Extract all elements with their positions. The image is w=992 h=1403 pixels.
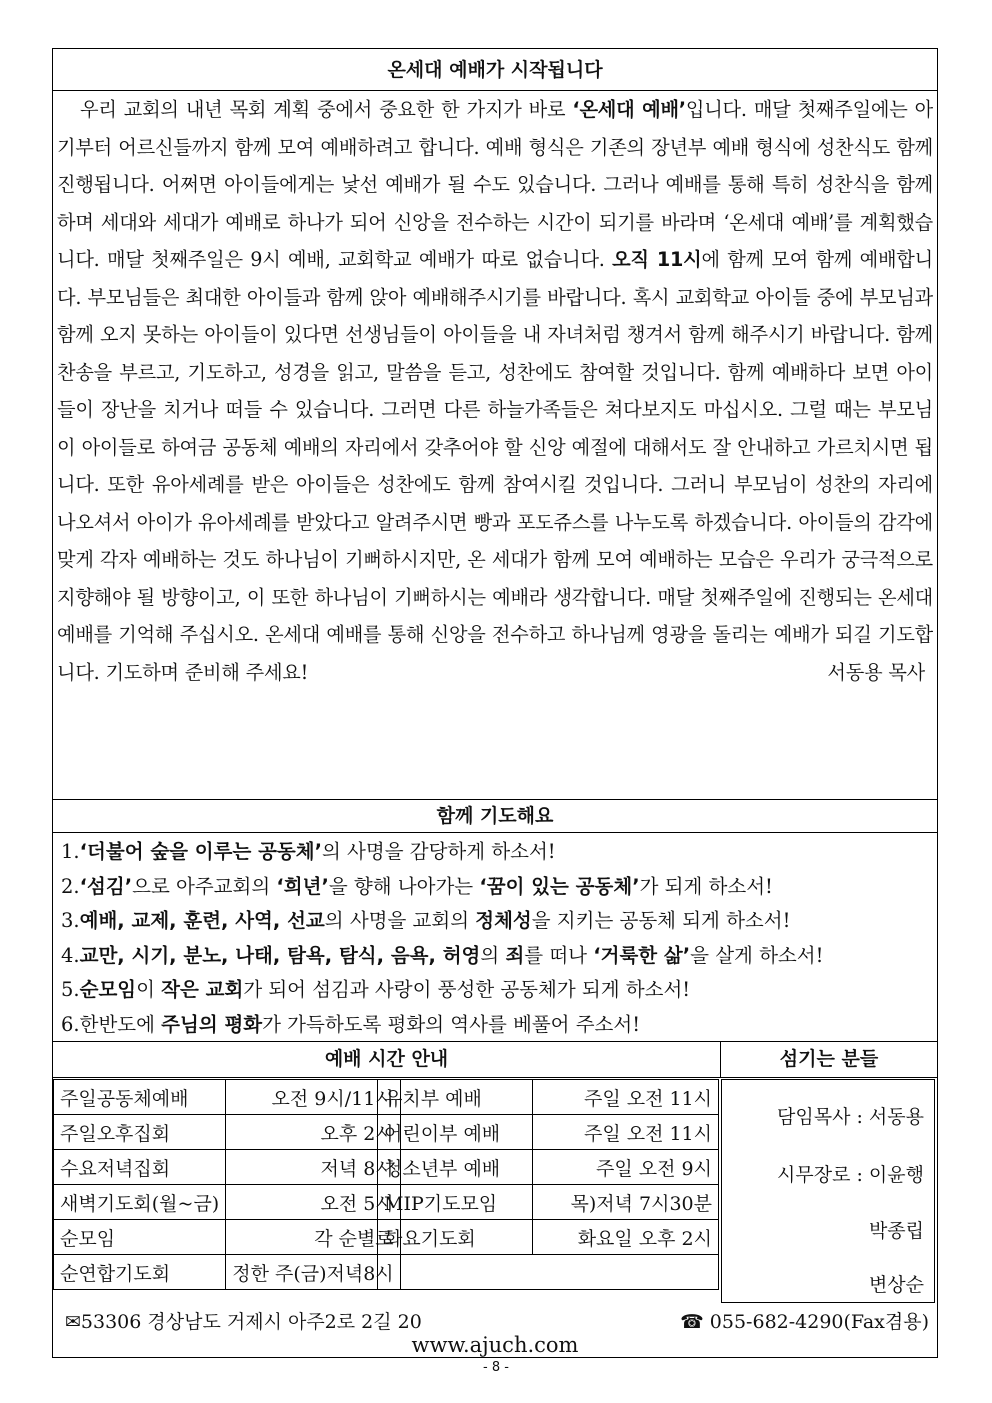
schedule-time: 오후 2시: [226, 1115, 400, 1150]
website-link[interactable]: www.ajuch.com: [411, 1333, 579, 1357]
schedule-time: 저녁 8시: [226, 1150, 400, 1185]
schedule-time: 주일 오전 11시: [533, 1080, 719, 1115]
schedule-row: [54, 1185, 401, 1220]
schedule-time: 정한 주(금)저녁8시: [226, 1255, 400, 1290]
phone-icon: ☎: [680, 1311, 710, 1333]
staff-box: [721, 1079, 935, 1303]
prayer-item-6: 6.한반도에 주님의 평화가 가득하도록 평화의 역사를 베풀어 주소서!: [61, 1012, 641, 1036]
divider: [53, 1077, 937, 1078]
schedule-time: 각 순별로: [226, 1220, 400, 1255]
schedule-name: 주일오후집회: [54, 1115, 226, 1150]
schedule-row: [54, 1255, 401, 1290]
schedule-row: [378, 1255, 719, 1290]
schedule-empty-cell: [378, 1255, 719, 1290]
article-text-3: 에 함께 모여 함께 예배합니다. 부모님들은 최대한 아이들과 함께 앉아 예배해주시기를 바랍니다. 혹시 교회학교 아이들 중에 부모님과 함께 오지 못하는 아이들이 있다면 선생님들이 아이들을 내 자녀처럼 챙겨서 함께 해주시기 바랍니다. 함께 찬송을 부르고, 기도하고, 성경을 읽고, 말씀을 듣고, 성찬에도 참여할 것입니다. 함께 예배하다 보면 아이들이 장난을 치거나 떠들 수 있습니다. 그러면 다른 하늘가족들은 쳐다보지도 마십시오. 그럴 때는 부모님이 아이들로 하여금 공동체 예배의 자리에서 갖추어야 할 신앙 예절에 대해서도 잘 안내하고 가르치시면 됩니다. 또한 유아세례를 받은 아이들은 성찬에도 함께 참여시킬 것입니다. 그러니 부모님이 성찬의 자리에 나오셔서 아이가 유아세례를 받았다고 알려주시면 빵과 포도쥬스를 나누도록 하겠습니다. 아이들의 감각에 맞게 각자 예배하는 것도 하나님이 기뻐하시지만, 온 세대가 함께 모여 예배하는 모습은 우리가 궁극적으로 지향해야 될 방향이고, 이 또한 하나님이 기뻐하시는 예배라 생각합니다. 매달 첫째주일에 진행되는 온세대 예배를 기억해 주십시오. 온세대 예배를 통해 신앙을 전수하고 하나님께 영광을 돌리는 예배가 되길 기도합니다. 기도하며 준비해 주세요!: [57, 248, 933, 684]
phone-text: 055-682-4290(Fax겸용): [709, 1311, 929, 1333]
schedule-name: 순모임: [54, 1220, 226, 1255]
schedule-row: [378, 1185, 719, 1220]
schedule-time: 목)저녁 7시30분: [533, 1185, 719, 1220]
schedule-row: [54, 1220, 401, 1255]
schedule-name: 주일공동체예배: [54, 1080, 226, 1115]
bulletin-page: [52, 48, 938, 1358]
address-text: 53306 경상남도 거제시 아주2로 2길 20: [80, 1311, 422, 1333]
article-text-2: 입니다. 매달 첫째주일에는 아기부터 어르신들까지 함께 모여 예배하려고 합니다. 예배 형식은 기존의 장년부 예배 형식에 성찬식도 함께 진행됩니다. 어쩌면 아이들에게는 낯선 예배가 될 수도 있습니다. 그러나 예배를 통해 특히 성찬식을 함께 하며 세대와 세대가 예배로 하나가 되어 신앙을 전수하는 시간이 되기를 바라며 ‘온세대 예배’를 계획했습니다. 매달 첫째주일은 9시 예배, 교회학교 예배가 따로 없습니다.: [57, 98, 933, 271]
staff-elder-3: 변상순: [868, 1274, 924, 1296]
signature: 서동용 목사: [827, 660, 925, 684]
schedule-name: 유치부 예배: [378, 1080, 533, 1115]
schedule-row: [378, 1150, 719, 1185]
prayer-item-5: 5.순모임이 작은 교회가 되어 섬김과 사랑이 풍성한 공동체가 되게 하소서!: [61, 978, 691, 1001]
staff-elder: 시무장로 : 이윤행: [777, 1164, 924, 1186]
staff-elder-2: 박종립: [868, 1220, 924, 1242]
prayer-title: 함께 기도해요: [53, 799, 937, 833]
schedule-name: 화요기도회: [378, 1220, 533, 1255]
schedule-name: 순연합기도회: [54, 1255, 226, 1290]
schedule-name: MIP기도모임: [378, 1185, 533, 1220]
schedule-name: 수요저녁집회: [54, 1150, 226, 1185]
schedule-row: [54, 1150, 401, 1185]
prayer-item-3: 3.예배, 교제, 훈련, 사역, 선교의 사명을 교회의 정체성을 지키는 공동체 되게 하소서!: [61, 909, 791, 932]
schedule-time: 화요일 오후 2시: [533, 1220, 719, 1255]
prayer-item-4: 4.교만, 시기, 분노, 나태, 탐욕, 탐식, 음욕, 허영의 죄를 떠나 ‘거룩한 삶’을 살게 하소서!: [61, 943, 824, 967]
article-emphasis-2: 오직 11시: [612, 248, 702, 271]
schedule-table-right: [377, 1079, 719, 1290]
schedule-time: 주일 오전 11시: [533, 1115, 719, 1150]
schedule-table-left: [53, 1079, 401, 1290]
schedule-row: [378, 1080, 719, 1115]
article-title: 온세대 예배가 시작됩니다: [53, 49, 937, 91]
article-body: [57, 91, 933, 691]
schedule-name: 새벽기도회(월~금): [54, 1185, 226, 1220]
schedule-name: 어린이부 예배: [378, 1115, 533, 1150]
address-line: [65, 1307, 422, 1334]
prayer-item-1: 1.‘더불어 숲을 이루는 공동체’의 사명을 감당하게 하소서!: [61, 840, 556, 863]
article-emphasis-1: ‘온세대 예배’: [572, 98, 686, 121]
schedule-time: 오전 9시/11시: [226, 1080, 400, 1115]
phone-line: [680, 1307, 929, 1334]
schedule-row: [378, 1115, 719, 1150]
staff-title: 섬기는 분들: [779, 1048, 879, 1070]
page-number: - 8 -: [483, 1360, 509, 1375]
prayer-list: [61, 835, 933, 1042]
prayer-item-2: 2.‘섬김’으로 아주교회의 ‘희년’을 향해 나아가는 ‘꿈이 있는 공동체’가 되게 하소서!: [61, 874, 773, 898]
mail-icon: ✉: [65, 1311, 81, 1333]
schedule-row: [54, 1115, 401, 1150]
schedule-title: 예배 시간 안내: [53, 1041, 721, 1077]
schedule-time: 주일 오전 9시: [533, 1150, 719, 1185]
article-text-1: 우리 교회의 내년 목회 계획 중에서 중요한 한 가지가 바로: [80, 98, 573, 121]
staff-pastor: 담임목사 : 서동용: [777, 1106, 924, 1128]
schedule-row: [378, 1220, 719, 1255]
schedule-name: 청소년부 예배: [378, 1150, 533, 1185]
schedule-row: [54, 1080, 401, 1115]
schedule-time: 오전 5시: [226, 1185, 400, 1220]
